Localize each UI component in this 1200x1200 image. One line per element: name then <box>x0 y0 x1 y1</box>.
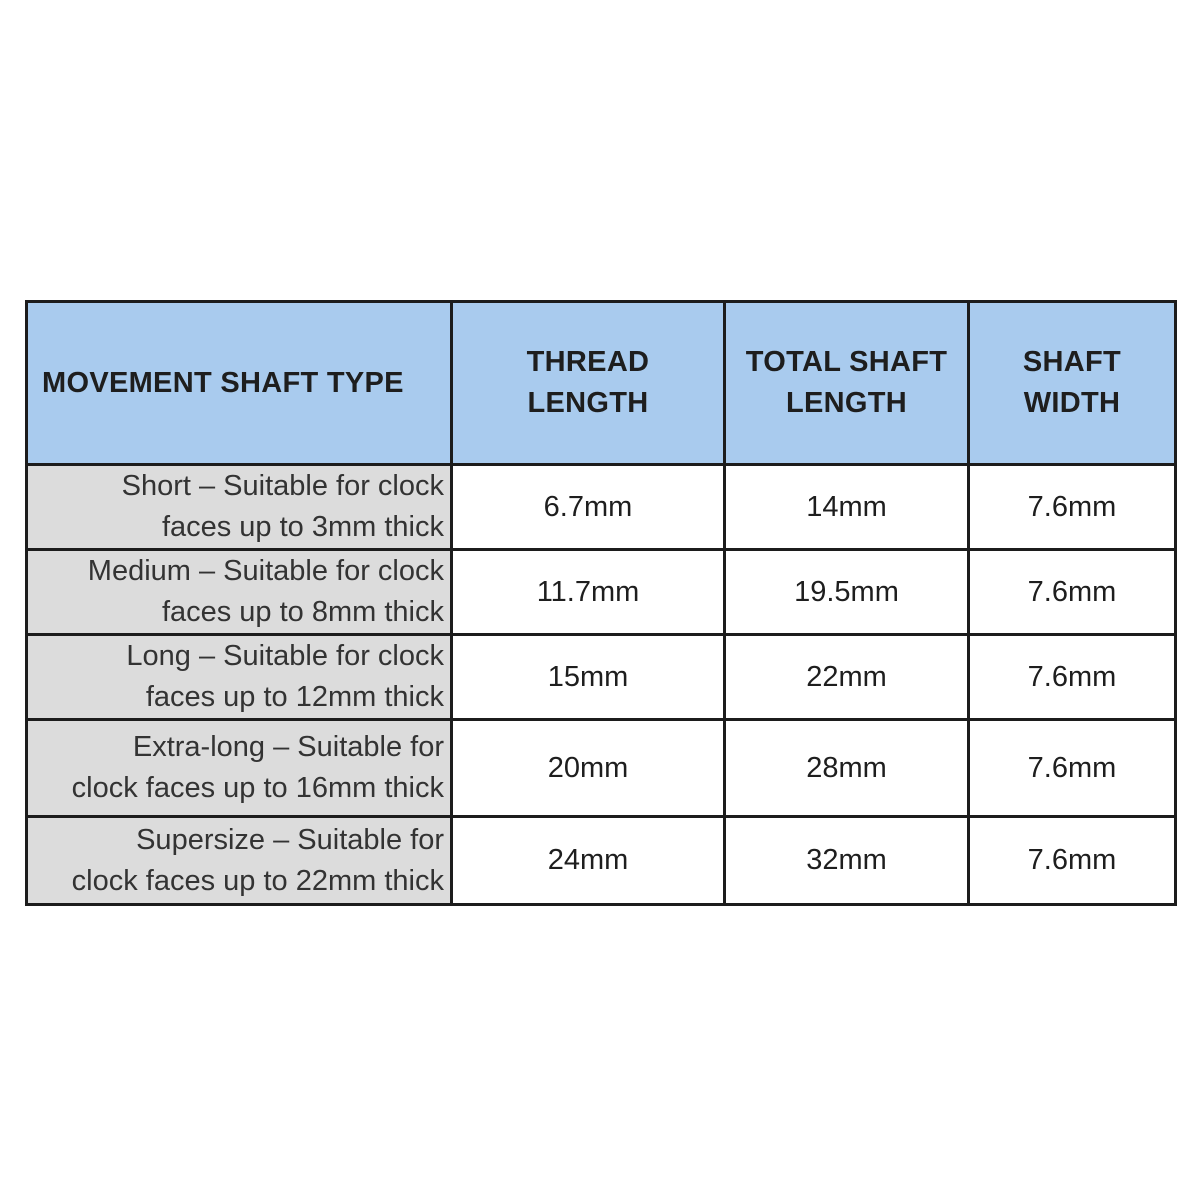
header-label-line: LENGTH <box>527 387 649 419</box>
cell-total-shaft-length: 14mm <box>725 465 969 550</box>
cell-total-shaft-length: 22mm <box>725 635 969 720</box>
cell-shaft-type <box>27 635 452 720</box>
cell-total-shaft-length: 28mm <box>725 720 969 817</box>
table-body <box>27 465 1176 905</box>
table-header <box>27 302 1176 465</box>
cell-thread-length: 24mm <box>452 817 725 905</box>
cell-shaft-type <box>27 550 452 635</box>
cell-thread-length: 11.7mm <box>452 550 725 635</box>
shaft-type-line: Extra-long – Suitable for <box>132 731 444 763</box>
header-label-line: TOTAL SHAFT <box>745 346 948 378</box>
header-label: MOVEMENT SHAFT TYPE <box>42 366 404 399</box>
table-row <box>27 465 1176 550</box>
cell-total-shaft-length: 32mm <box>725 817 969 905</box>
cell-thread-length: 6.7mm <box>452 465 725 550</box>
header-thread-length <box>452 302 725 465</box>
cell-shaft-width: 7.6mm <box>969 635 1176 720</box>
cell-total-shaft-length: 19.5mm <box>725 550 969 635</box>
shaft-type-line: clock faces up to 16mm thick <box>71 772 444 804</box>
cell-shaft-width: 7.6mm <box>969 817 1176 905</box>
cell-shaft-width: 7.6mm <box>969 720 1176 817</box>
header-row <box>27 302 1176 465</box>
shaft-type-line: Long – Suitable for clock <box>126 640 444 672</box>
header-label-line: LENGTH <box>785 387 907 419</box>
shaft-type-line: Supersize – Suitable for <box>136 823 444 856</box>
table-row <box>27 550 1176 635</box>
shaft-type-line: Medium – Suitable for clock <box>87 555 444 587</box>
cell-shaft-width: 7.6mm <box>969 465 1176 550</box>
cell-shaft-type <box>27 720 452 817</box>
shaft-type-line: clock faces up to 22mm thick <box>71 864 444 897</box>
header-movement-shaft-type <box>27 302 452 465</box>
cell-thread-length: 20mm <box>452 720 725 817</box>
shaft-type-line: faces up to 12mm thick <box>145 681 444 713</box>
cell-shaft-type <box>27 817 452 905</box>
header-label-line: THREAD <box>526 346 650 378</box>
header-label-line: SHAFT <box>1022 346 1122 378</box>
shaft-type-line: faces up to 3mm thick <box>161 511 444 543</box>
shaft-type-line: faces up to 8mm thick <box>161 596 444 628</box>
cell-shaft-width: 7.6mm <box>969 550 1176 635</box>
header-label-line: WIDTH <box>1023 387 1121 419</box>
table-row <box>27 817 1176 905</box>
shaft-spec-table <box>25 300 1177 906</box>
table-row <box>27 720 1176 817</box>
header-total-shaft-length <box>725 302 969 465</box>
shaft-type-line: Short – Suitable for clock <box>121 470 444 502</box>
cell-shaft-type <box>27 465 452 550</box>
table-row <box>27 635 1176 720</box>
cell-thread-length: 15mm <box>452 635 725 720</box>
header-shaft-width <box>969 302 1176 465</box>
